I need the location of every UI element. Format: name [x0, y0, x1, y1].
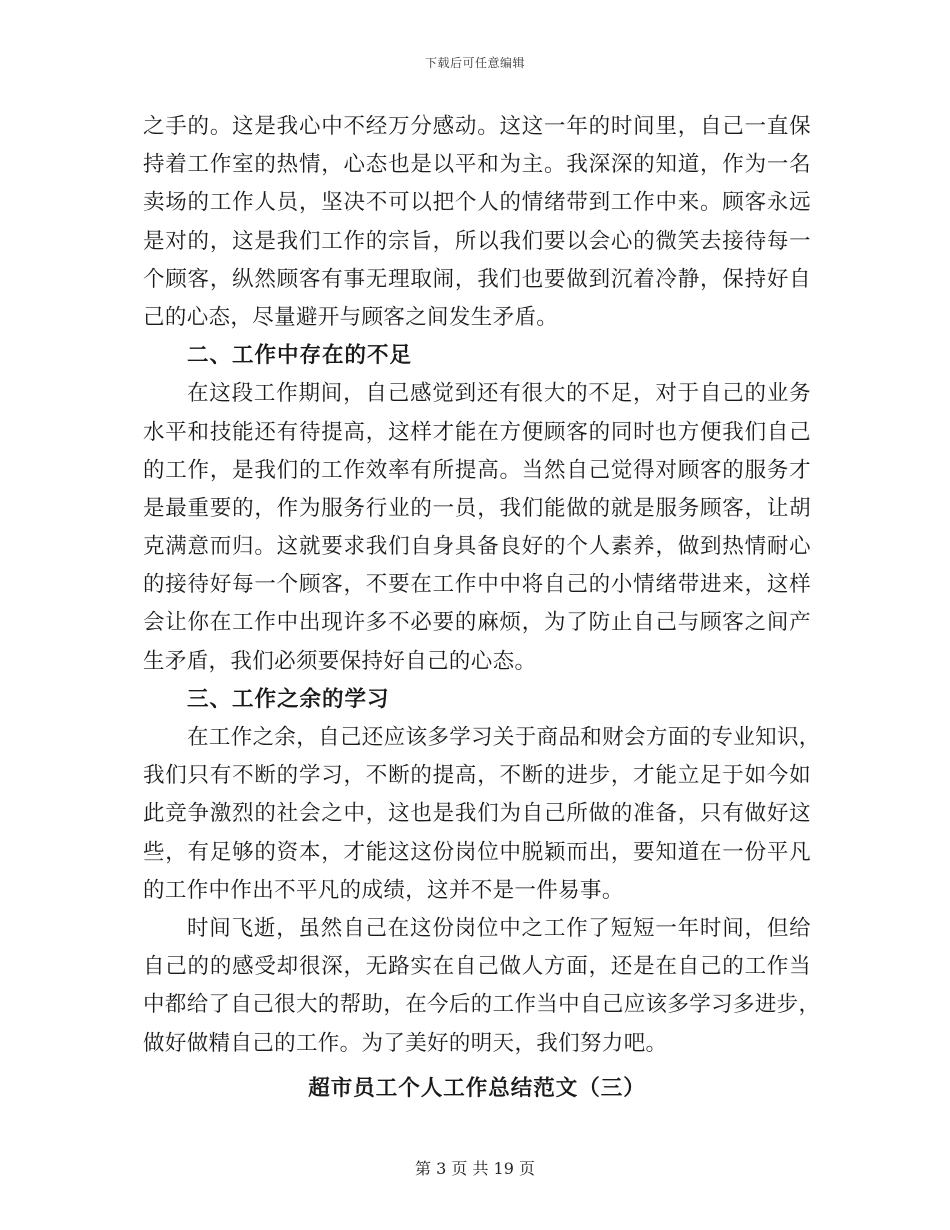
paragraph-line: 之手的。这是我心中不经万分感动。这这一年的时间里，自己一直保: [143, 114, 811, 139]
paragraph-line: 做好做精自己的工作。为了美好的明天，我们努力吧。: [143, 1030, 668, 1056]
paragraph-line: 持着工作室的热情，心态也是以平和为主。我深深的知道，作为一名: [143, 152, 811, 178]
paragraph-line: 些，有足够的资本，才能这这份岗位中脱颖而出，要知道在一份平凡: [143, 839, 811, 865]
paragraph-line: 自己的的感受却很深，无路实在自己做人方面，还是在自己的工作当: [143, 954, 811, 980]
paragraph-line: 的工作中作出不平凡的成绩，这并不是一件易事。: [143, 877, 624, 903]
header-note: 下载后可任意编辑: [424, 56, 525, 70]
document-body: [143, 108, 821, 1111]
paragraph-line: 此竞争激烈的社会之中，这也是我们为自己所做的准备，只有做好这: [143, 801, 811, 827]
section-heading: 二、工作中存在的不足: [187, 343, 413, 369]
paragraph-line: 克满意而归。这就要求我们自身具备良好的个人素养，做到热情耐心: [143, 534, 811, 560]
paragraph-line: 水平和技能还有待提高，这样才能在方便顾客的同时也方便我们自己: [143, 419, 811, 445]
paragraph-line: 在工作之余，自己还应该多学习关于商品和财会方面的专业知识，: [187, 725, 821, 750]
page-number: 第 3 页 共 19 页: [415, 1159, 535, 1178]
paragraph-line: 己的心态，尽量避开与顾客之间发生矛盾。: [143, 304, 559, 330]
paragraph-line: 会让你在工作中出现许多不必要的麻烦，为了防止自己与顾客之间产: [143, 610, 811, 636]
section-heading: 三、工作之余的学习: [187, 686, 390, 712]
paragraph-line: 的接待好每一个顾客，不要在工作中中将自己的小情绪带进来，这样: [143, 572, 811, 598]
paragraph-line: 是对的，这是我们工作的宗旨，所以我们要以会心的微笑去接待每一: [143, 228, 811, 254]
paragraph-line: 卖场的工作人员，坚决不可以把个人的情绪带到工作中来。顾客永远: [143, 190, 811, 216]
paragraph-line: 在这段工作期间，自己感觉到还有很大的不足，对于自己的业务: [187, 381, 811, 407]
paragraph-line: 生矛盾，我们必须要保持好自己的心态。: [143, 648, 537, 674]
paragraph-line: 是最重要的，作为服务行业的一员，我们能做的就是服务顾客，让胡: [143, 495, 811, 521]
paragraph-line: 的工作，是我们的工作效率有所提高。当然自己觉得对顾客的服务才: [143, 457, 811, 483]
paragraph-line: 时间飞逝，虽然自己在这份岗位中之工作了短短一年时间，但给: [187, 915, 811, 941]
paragraph-line: 我们只有不断的学习，不断的提高，不断的进步，才能立足于如今如: [143, 763, 811, 789]
paragraph-line: 中都给了自己很大的帮助，在今后的工作当中自己应该多学习多进步，: [143, 992, 821, 1018]
paragraph-line: 个顾客，纵然顾客有事无理取闹，我们也要做到沉着冷静，保持好自: [143, 266, 811, 292]
next-article-title: 超市员工个人工作总结范文（三）: [308, 1075, 646, 1101]
